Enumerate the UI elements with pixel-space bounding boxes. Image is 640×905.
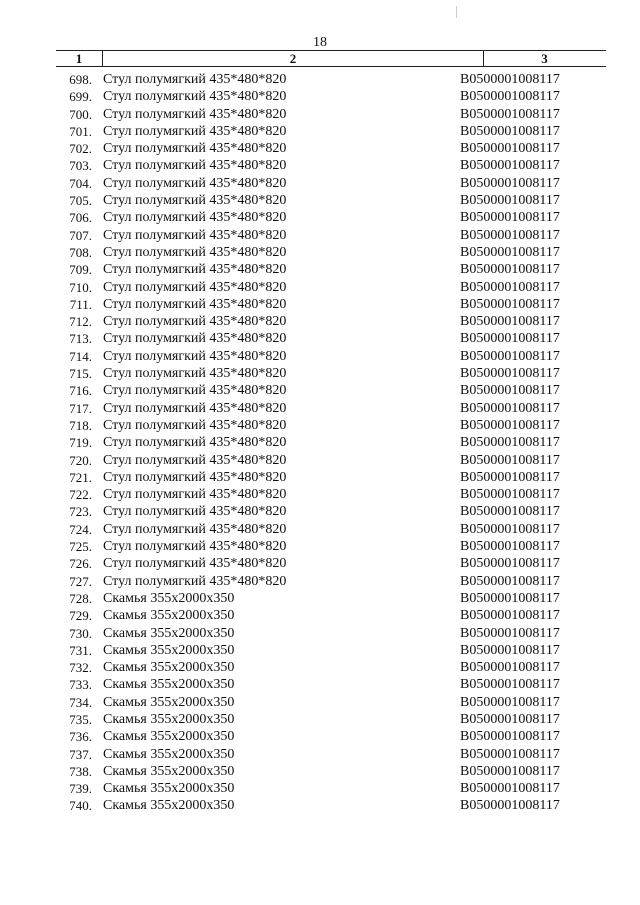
inventory-code: B0500001008117 (460, 141, 560, 157)
row-number: 716. (69, 383, 92, 399)
inventory-code: B0500001008117 (460, 452, 560, 468)
item-name: Скамья 355х2000х350 (103, 746, 235, 762)
row-number: 717. (69, 400, 92, 416)
table-row (56, 625, 616, 642)
table-row (56, 330, 616, 347)
row-number: 719. (69, 435, 92, 451)
table-row (56, 106, 616, 123)
item-name: Стул полумягкий 435*480*820 (103, 262, 287, 278)
inventory-code: B0500001008117 (460, 123, 560, 139)
inventory-code: B0500001008117 (460, 642, 560, 658)
item-name: Стул полумягкий 435*480*820 (103, 72, 287, 87)
item-name: Стул полумягкий 435*480*820 (103, 487, 287, 503)
row-number: 736. (69, 729, 92, 745)
scan-edge-mark (456, 6, 457, 18)
table-row (56, 140, 616, 157)
item-name: Стул полумягкий 435*480*820 (103, 435, 287, 451)
inventory-code: B0500001008117 (460, 504, 560, 520)
row-number: 740. (69, 798, 92, 814)
inventory-code: B0500001008117 (460, 262, 560, 278)
inventory-code: B0500001008117 (460, 625, 560, 641)
row-number: 718. (69, 417, 92, 433)
inventory-code: B0500001008117 (460, 417, 560, 433)
inventory-code: B0500001008117 (460, 383, 560, 399)
row-number: 725. (69, 539, 92, 555)
row-number: 730. (69, 625, 92, 641)
row-number: 726. (69, 556, 92, 572)
item-name: Стул полумягкий 435*480*820 (103, 89, 287, 105)
item-name: Скамья 355х2000х350 (103, 763, 235, 779)
table-row (56, 521, 616, 538)
table-row (56, 209, 616, 226)
table-row (56, 261, 616, 278)
row-number: 729. (69, 608, 92, 624)
item-name: Скамья 355х2000х350 (103, 642, 235, 658)
item-name: Стул полумягкий 435*480*820 (103, 452, 287, 468)
row-number: 721. (69, 469, 92, 485)
inventory-code: B0500001008117 (460, 746, 560, 762)
item-name: Стул полумягкий 435*480*820 (103, 556, 287, 572)
table-row (56, 71, 616, 88)
inventory-code: B0500001008117 (460, 487, 560, 503)
table-row (56, 538, 616, 555)
item-name: Стул полумягкий 435*480*820 (103, 123, 287, 139)
item-name: Стул полумягкий 435*480*820 (103, 227, 287, 243)
row-number: 712. (69, 314, 92, 330)
table-row (56, 659, 616, 676)
item-name: Стул полумягкий 435*480*820 (103, 521, 287, 537)
inventory-code: B0500001008117 (460, 244, 560, 260)
row-number: 705. (69, 193, 92, 209)
item-name: Скамья 355х2000х350 (103, 798, 235, 814)
table-row (56, 676, 616, 693)
item-name: Скамья 355х2000х350 (103, 729, 235, 745)
row-number: 738. (69, 763, 92, 779)
item-name: Стул полумягкий 435*480*820 (103, 279, 287, 295)
row-number: 701. (69, 123, 92, 139)
table-row (56, 348, 616, 365)
row-number: 700. (69, 106, 92, 122)
table-row (56, 642, 616, 659)
table-row (56, 400, 616, 417)
inventory-code: B0500001008117 (460, 781, 560, 797)
table-row (56, 157, 616, 174)
item-name: Стул полумягкий 435*480*820 (103, 296, 287, 312)
item-name: Стул полумягкий 435*480*820 (103, 331, 287, 347)
item-name: Стул полумягкий 435*480*820 (103, 175, 287, 191)
table-row (56, 382, 616, 399)
row-number: 713. (69, 331, 92, 347)
inventory-code: B0500001008117 (460, 729, 560, 745)
item-name: Стул полумягкий 435*480*820 (103, 469, 287, 485)
inventory-code: B0500001008117 (460, 590, 560, 606)
item-name: Стул полумягкий 435*480*820 (103, 573, 287, 589)
item-name: Стул полумягкий 435*480*820 (103, 106, 287, 122)
item-name: Скамья 355х2000х350 (103, 781, 235, 797)
inventory-code: B0500001008117 (460, 72, 560, 87)
item-name: Стул полумягкий 435*480*820 (103, 193, 287, 209)
table-row (56, 365, 616, 382)
item-name: Стул полумягкий 435*480*820 (103, 158, 287, 174)
row-number: 708. (69, 244, 92, 260)
inventory-code: B0500001008117 (460, 314, 560, 330)
item-name: Стул полумягкий 435*480*820 (103, 314, 287, 330)
table-row (56, 123, 616, 140)
inventory-code: B0500001008117 (460, 573, 560, 589)
inventory-code: B0500001008117 (460, 400, 560, 416)
row-number: 720. (69, 452, 92, 468)
table-row (56, 694, 616, 711)
row-number: 733. (69, 677, 92, 693)
inventory-code: B0500001008117 (460, 227, 560, 243)
table-row (56, 279, 616, 296)
item-name: Скамья 355х2000х350 (103, 677, 235, 693)
row-number: 715. (69, 366, 92, 382)
table-row (56, 175, 616, 192)
item-name: Скамья 355х2000х350 (103, 608, 235, 624)
inventory-code: B0500001008117 (460, 331, 560, 347)
inventory-code: B0500001008117 (460, 763, 560, 779)
table-row (56, 452, 616, 469)
table-row (56, 88, 616, 105)
item-name: Стул полумягкий 435*480*820 (103, 366, 287, 382)
table-row (56, 296, 616, 313)
row-number: 703. (69, 158, 92, 174)
inventory-code: B0500001008117 (460, 158, 560, 174)
row-number: 734. (69, 694, 92, 710)
inventory-code: B0500001008117 (460, 677, 560, 693)
table-row (56, 486, 616, 503)
inventory-code: B0500001008117 (460, 694, 560, 710)
inventory-code: B0500001008117 (460, 366, 560, 382)
inventory-code: B0500001008117 (460, 539, 560, 555)
column-header-1: 1 (75, 51, 83, 66)
item-name: Скамья 355х2000х350 (103, 711, 235, 727)
row-number: 723. (69, 504, 92, 520)
inventory-code: B0500001008117 (460, 608, 560, 624)
row-number: 711. (69, 296, 92, 312)
row-number: 706. (69, 210, 92, 226)
table-row (56, 797, 616, 814)
table-row (56, 192, 616, 209)
inventory-code: B0500001008117 (460, 435, 560, 451)
table-row (56, 728, 616, 745)
table-row (56, 227, 616, 244)
table-row (56, 503, 616, 520)
item-name: Стул полумягкий 435*480*820 (103, 348, 287, 364)
row-number: 728. (69, 590, 92, 606)
inventory-code: B0500001008117 (460, 89, 560, 105)
item-name: Стул полумягкий 435*480*820 (103, 244, 287, 260)
inventory-code: B0500001008117 (460, 521, 560, 537)
item-name: Стул полумягкий 435*480*820 (103, 383, 287, 399)
item-name: Скамья 355х2000х350 (103, 590, 235, 606)
row-number: 732. (69, 660, 92, 676)
inventory-code: B0500001008117 (460, 711, 560, 727)
table-row (56, 244, 616, 261)
inventory-code: B0500001008117 (460, 210, 560, 226)
inventory-code: B0500001008117 (460, 348, 560, 364)
item-name: Скамья 355х2000х350 (103, 660, 235, 676)
row-number: 735. (69, 711, 92, 727)
item-name: Стул полумягкий 435*480*820 (103, 539, 287, 555)
inventory-code: B0500001008117 (460, 106, 560, 122)
page-number: 18 (313, 35, 327, 50)
table-row (56, 417, 616, 434)
table-row (56, 313, 616, 330)
row-number: 724. (69, 521, 92, 537)
row-number: 727. (69, 573, 92, 589)
row-number: 737. (69, 746, 92, 762)
table-header (56, 50, 606, 67)
table-row (56, 763, 616, 780)
row-number: 698. (69, 72, 92, 87)
inventory-code: B0500001008117 (460, 296, 560, 312)
inventory-code: B0500001008117 (460, 193, 560, 209)
row-number: 710. (69, 279, 92, 295)
item-name: Стул полумягкий 435*480*820 (103, 210, 287, 226)
inventory-table-body (56, 71, 616, 815)
item-name: Скамья 355х2000х350 (103, 694, 235, 710)
column-header-2: 2 (102, 51, 484, 66)
item-name: Стул полумягкий 435*480*820 (103, 417, 287, 433)
row-number: 704. (69, 175, 92, 191)
table-row (56, 434, 616, 451)
row-number: 709. (69, 262, 92, 278)
inventory-code: B0500001008117 (460, 175, 560, 191)
row-number: 699. (69, 89, 92, 105)
row-number: 722. (69, 487, 92, 503)
table-row (56, 607, 616, 624)
row-number: 731. (69, 642, 92, 658)
row-number: 714. (69, 348, 92, 364)
item-name: Скамья 355х2000х350 (103, 625, 235, 641)
row-number: 707. (69, 227, 92, 243)
table-row (56, 746, 616, 763)
inventory-code: B0500001008117 (460, 279, 560, 295)
table-row (56, 711, 616, 728)
table-row (56, 780, 616, 797)
table-row (56, 555, 616, 572)
inventory-code: B0500001008117 (460, 798, 560, 814)
column-header-3: 3 (541, 51, 548, 66)
row-number: 702. (69, 141, 92, 157)
table-row (56, 590, 616, 607)
table-row (56, 573, 616, 590)
inventory-code: B0500001008117 (460, 660, 560, 676)
item-name: Стул полумягкий 435*480*820 (103, 504, 287, 520)
inventory-code: B0500001008117 (460, 469, 560, 485)
item-name: Стул полумягкий 435*480*820 (103, 400, 287, 416)
item-name: Стул полумягкий 435*480*820 (103, 141, 287, 157)
inventory-code: B0500001008117 (460, 556, 560, 572)
row-number: 739. (69, 781, 92, 797)
table-row (56, 469, 616, 486)
